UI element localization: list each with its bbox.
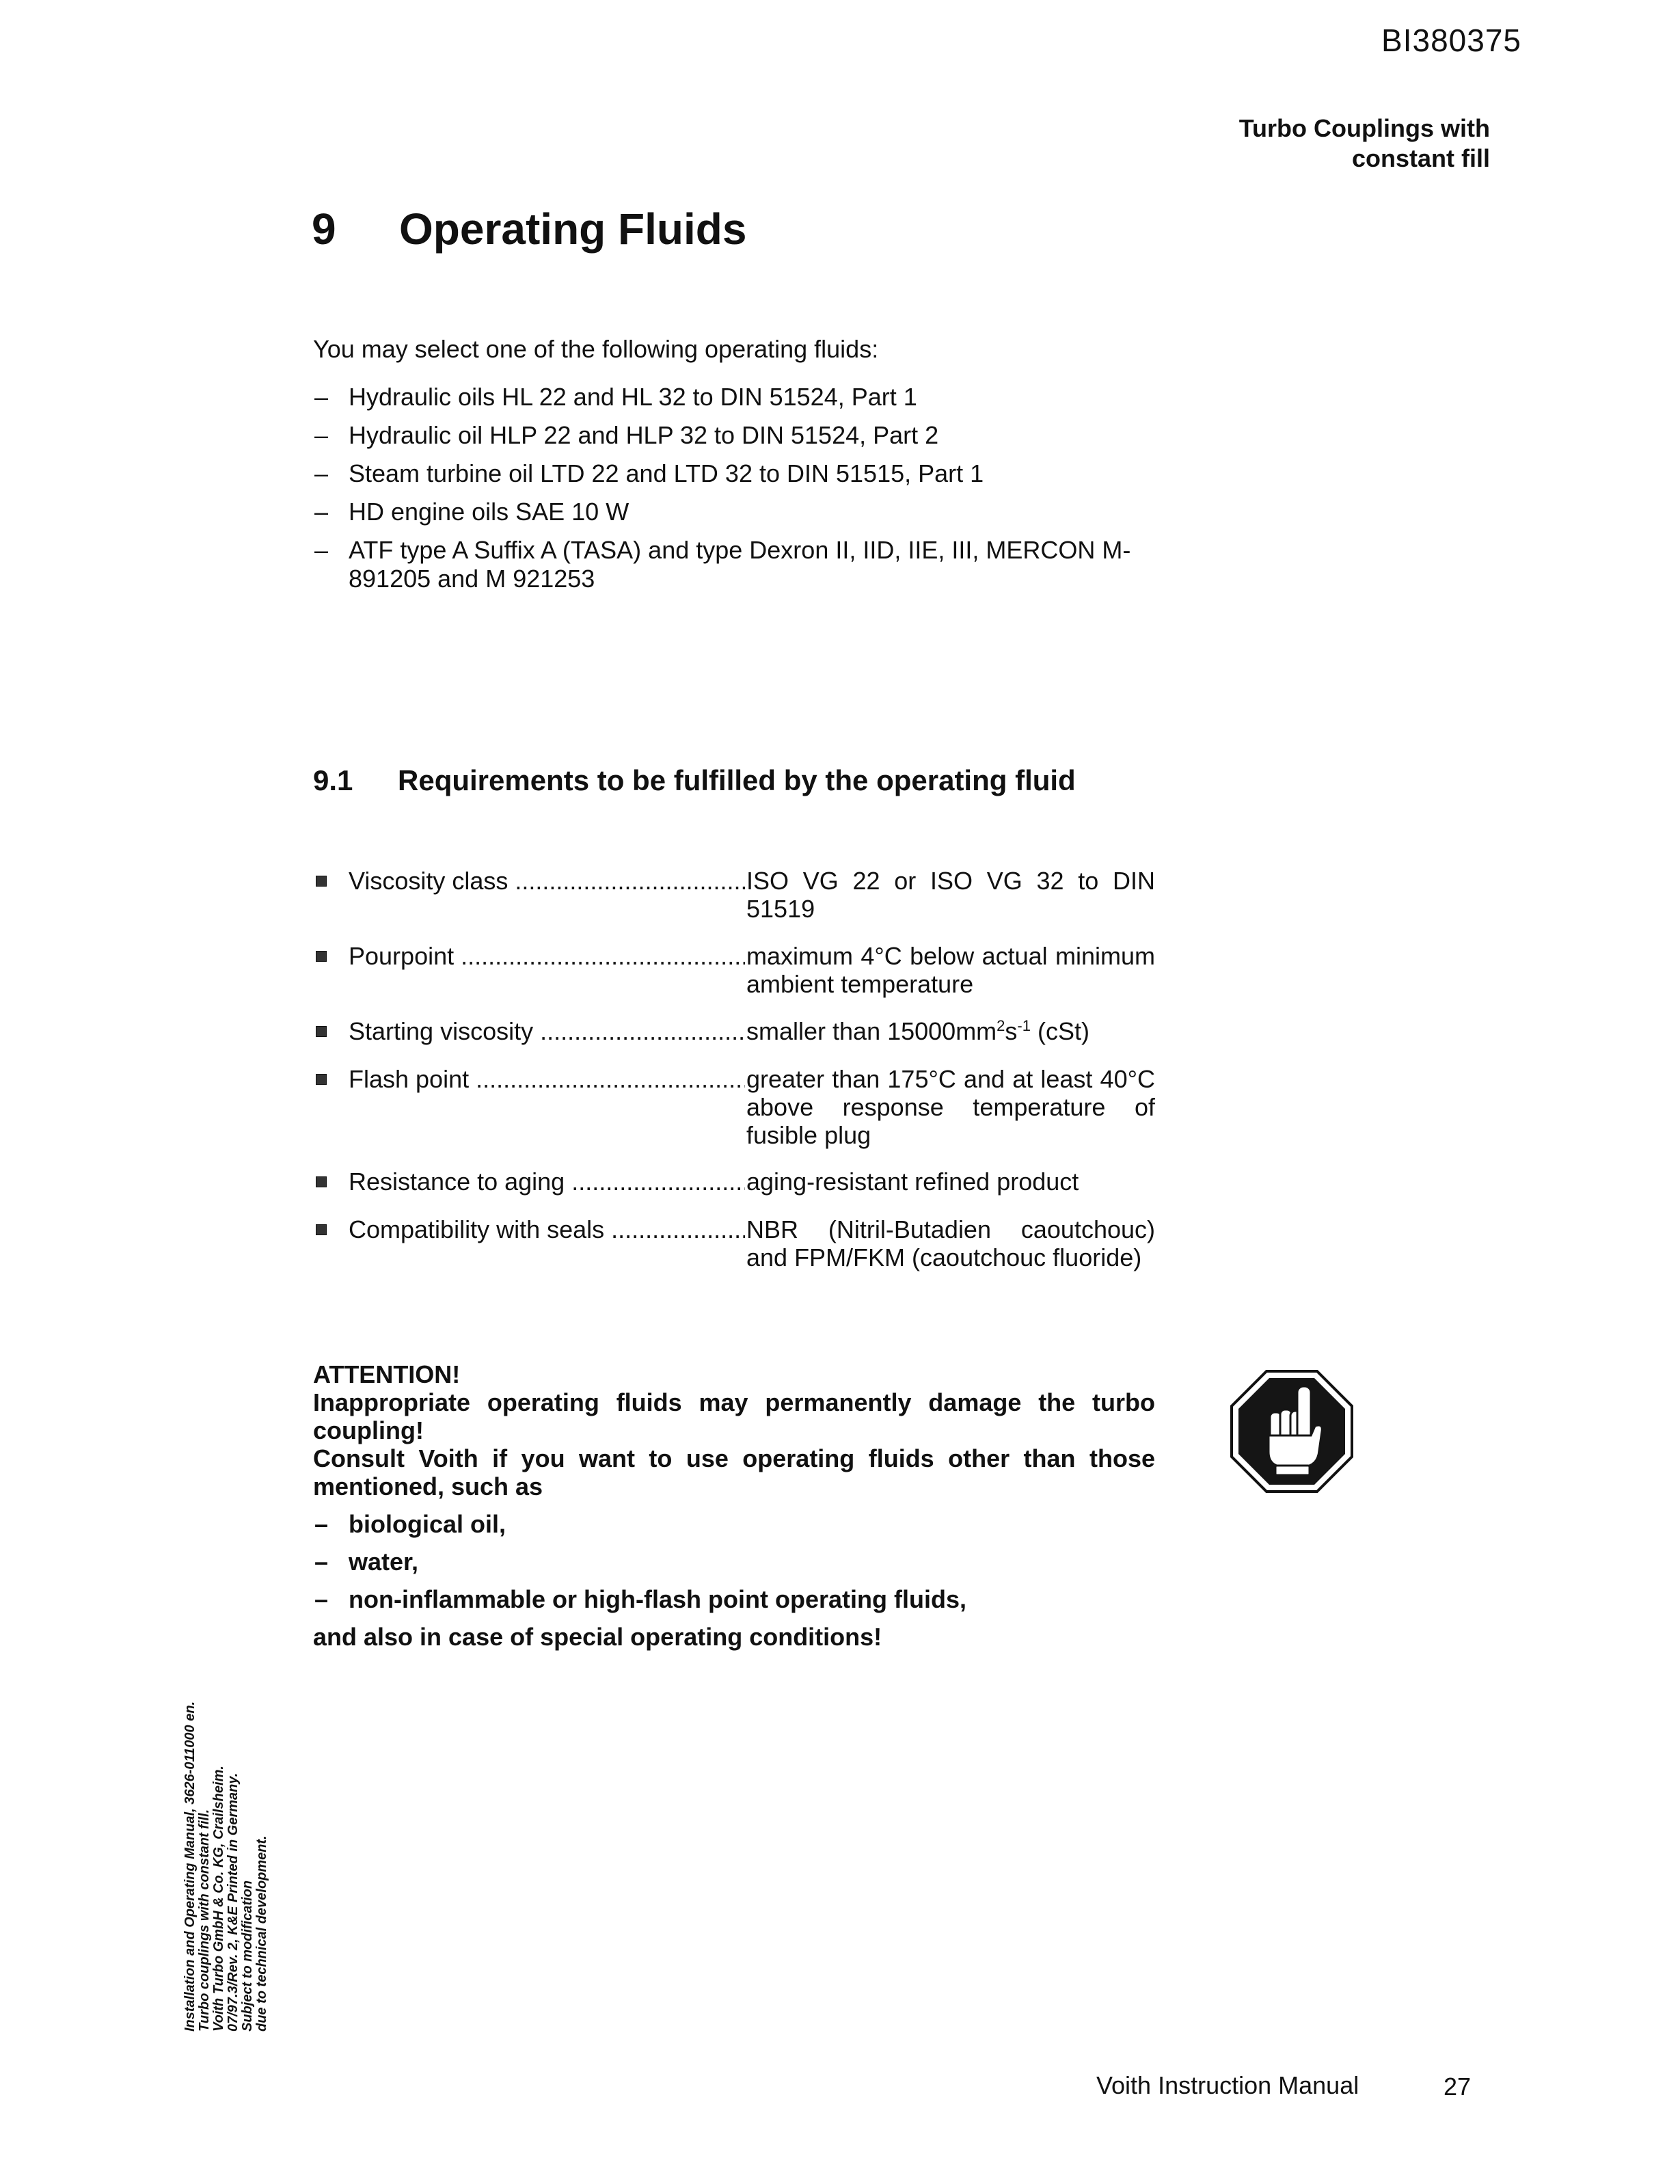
attention-line1: Inappropriate operating fluids may permanently damage the turbo coupling! xyxy=(313,1388,1155,1444)
attention-heading: ATTENTION! xyxy=(313,1360,461,1388)
attention-list xyxy=(313,1510,1155,1613)
requirement-value: greater than 175°C and at least 40°C above response temperature of fusible plug xyxy=(746,1065,1155,1149)
requirement-label: Flash point ..... xyxy=(349,1065,745,1093)
section-heading xyxy=(312,204,746,254)
side-note-line: due to technical development. xyxy=(254,1835,269,2032)
square-bullet-icon xyxy=(316,1176,327,1187)
attention-closing: and also in case of special operating conditions! xyxy=(313,1623,882,1651)
requirement-value: NBR (Nitril-Butadien caoutchouc) and FPM/FKM (caoutchouc fluoride) xyxy=(746,1215,1155,1271)
subsection-number: 9.1 xyxy=(313,764,353,796)
square-bullet-icon xyxy=(316,951,327,962)
side-note-line: 07/97.3/Rev. 2, K&E Printed in Germany. xyxy=(226,1772,241,2032)
square-bullet-icon xyxy=(316,1026,327,1037)
list-item: – HD engine oils SAE 10 W xyxy=(313,498,1155,526)
requirement-value: maximum 4°C below actual minimum ambient temperature xyxy=(746,942,1155,998)
superscript: 2 xyxy=(997,1017,1005,1034)
requirement-label: Starting viscosity ..... xyxy=(349,1017,745,1045)
header-title-line2: constant fill xyxy=(1351,144,1490,172)
requirement-label: Compatibility with seals ..... xyxy=(349,1215,745,1243)
superscript: -1 xyxy=(1017,1017,1031,1034)
footer-title: Voith Instruction Manual xyxy=(1096,2071,1359,2099)
list-item: – non-inflammable or high-flash point operating fluids, xyxy=(313,1585,1155,1613)
subsection-heading xyxy=(313,764,1076,797)
square-bullet-icon xyxy=(316,876,327,887)
intro-text: You may select one of the following operating fluids: xyxy=(313,335,879,363)
requirement-label: Pourpoint ..... xyxy=(349,942,745,970)
requirement-value xyxy=(746,1017,1155,1045)
requirement-label: Viscosity class ..... xyxy=(349,867,745,895)
side-note-line: Turbo couplings with constant fill. xyxy=(197,1809,212,2032)
document-id: BI380375 xyxy=(1381,23,1521,58)
square-bullet-icon xyxy=(316,1074,327,1085)
side-note-line: Installation and Operating Manual, 3626-011000 en. xyxy=(182,1701,198,2032)
warning-hand-icon xyxy=(1230,1370,1353,1493)
attention-line2: Consult Voith if you want to use operating fluids other than those mentioned, such as xyxy=(313,1444,1155,1500)
side-note-line: Voith Turbo GmbH & Co. KG, Crailsheim. xyxy=(211,1766,226,2032)
viscosity-unit-text: s xyxy=(1005,1017,1018,1045)
list-item: – Hydraulic oil HLP 22 and HLP 32 to DIN 51524, Part 2 xyxy=(313,421,1155,450)
requirement-value: ISO VG 22 or ISO VG 32 to DIN 51519 xyxy=(746,867,1155,923)
attention-block xyxy=(313,1360,1155,1651)
side-note-line: Subject to modification xyxy=(240,1880,255,2032)
page-number: 27 xyxy=(1444,2073,1472,2101)
viscosity-value-text: smaller than 15000mm xyxy=(746,1017,997,1045)
requirement-label: Resistance to aging ..... xyxy=(349,1168,745,1196)
viscosity-unit-note: (cSt) xyxy=(1030,1017,1089,1045)
header-title xyxy=(1239,113,1490,174)
list-item: – ATF type A Suffix A (TASA) and type Dexron II, IID, IIE, III, MERCON M-891205 and M 921253 xyxy=(313,536,1155,593)
section-title: Operating Fluids xyxy=(399,204,747,254)
list-item: – Steam turbine oil LTD 22 and LTD 32 to DIN 51515, Part 1 xyxy=(313,459,1155,488)
list-item: – Hydraulic oils HL 22 and HL 32 to DIN 51524, Part 1 xyxy=(313,383,1155,412)
square-bullet-icon xyxy=(316,1224,327,1235)
section-number: 9 xyxy=(312,204,336,254)
list-item: – biological oil, xyxy=(313,1510,1155,1538)
fluids-list xyxy=(313,383,1155,603)
subsection-title: Requirements to be fulfilled by the operating fluid xyxy=(398,764,1076,796)
side-note xyxy=(183,1701,269,2032)
header-title-line1: Turbo Couplings with xyxy=(1238,114,1490,142)
list-item: – water, xyxy=(313,1548,1155,1576)
requirement-value: aging-resistant refined product xyxy=(746,1168,1079,1196)
